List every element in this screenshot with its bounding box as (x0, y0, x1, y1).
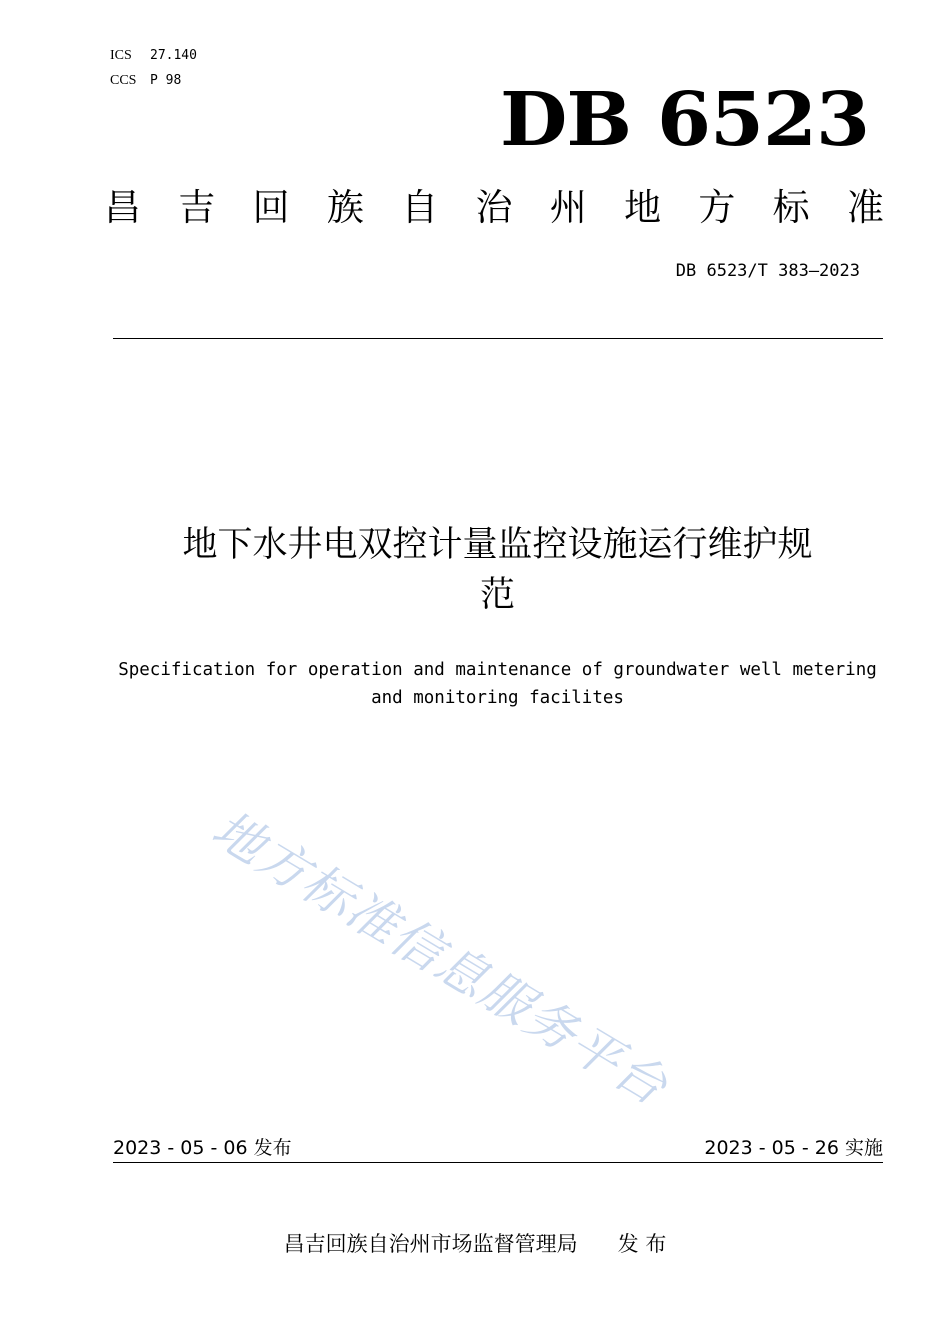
standard-number: DB 6523/T 383—2023 (675, 261, 860, 281)
title-english (100, 656, 895, 712)
standard-type-char: 方 (698, 186, 736, 229)
standard-type-char: 回 (252, 186, 290, 229)
ccs-code (110, 71, 181, 90)
publisher-action: 发 布 (617, 1232, 667, 1256)
standard-type-char: 族 (326, 186, 364, 229)
ccs-label: CCS (110, 73, 137, 88)
standard-type-char: 州 (549, 186, 587, 229)
date-divider (113, 1162, 883, 1163)
standard-type-char: 治 (475, 186, 513, 229)
publish-date: 2023 - 05 - 06 发布 (113, 1137, 292, 1159)
ccs-value: P 98 (150, 73, 182, 88)
title-chinese-line: 地下水井电双控计量监控设施运行维护规 (182, 525, 813, 565)
title-english-line: and monitoring facilites (371, 688, 624, 708)
standard-type-char: 自 (401, 186, 439, 229)
standard-type-heading (104, 186, 884, 230)
watermark: 地方标准信息服务平台 (202, 799, 679, 1117)
title-english-line: Specification for operation and maintenance of groundwater well metering (118, 660, 877, 680)
standard-type-char: 准 (846, 186, 884, 229)
title-chinese-line: 范 (479, 575, 515, 615)
ics-value: 27.140 (150, 48, 197, 63)
implement-date: 2023 - 05 - 26 实施 (704, 1137, 883, 1159)
top-divider (113, 338, 883, 339)
publisher (0, 1228, 950, 1258)
standard-type-char: 昌 (104, 186, 141, 229)
db-logo: DB 6523 (500, 77, 870, 163)
standard-type-char: 吉 (178, 186, 216, 229)
ics-label: ICS (110, 48, 132, 63)
title-chinese (110, 520, 885, 620)
ics-code (110, 46, 197, 65)
publisher-org: 昌吉回族自治州市场监督管理局 (283, 1232, 578, 1256)
standard-type-char: 地 (624, 186, 662, 229)
standard-type-char: 标 (772, 186, 810, 229)
